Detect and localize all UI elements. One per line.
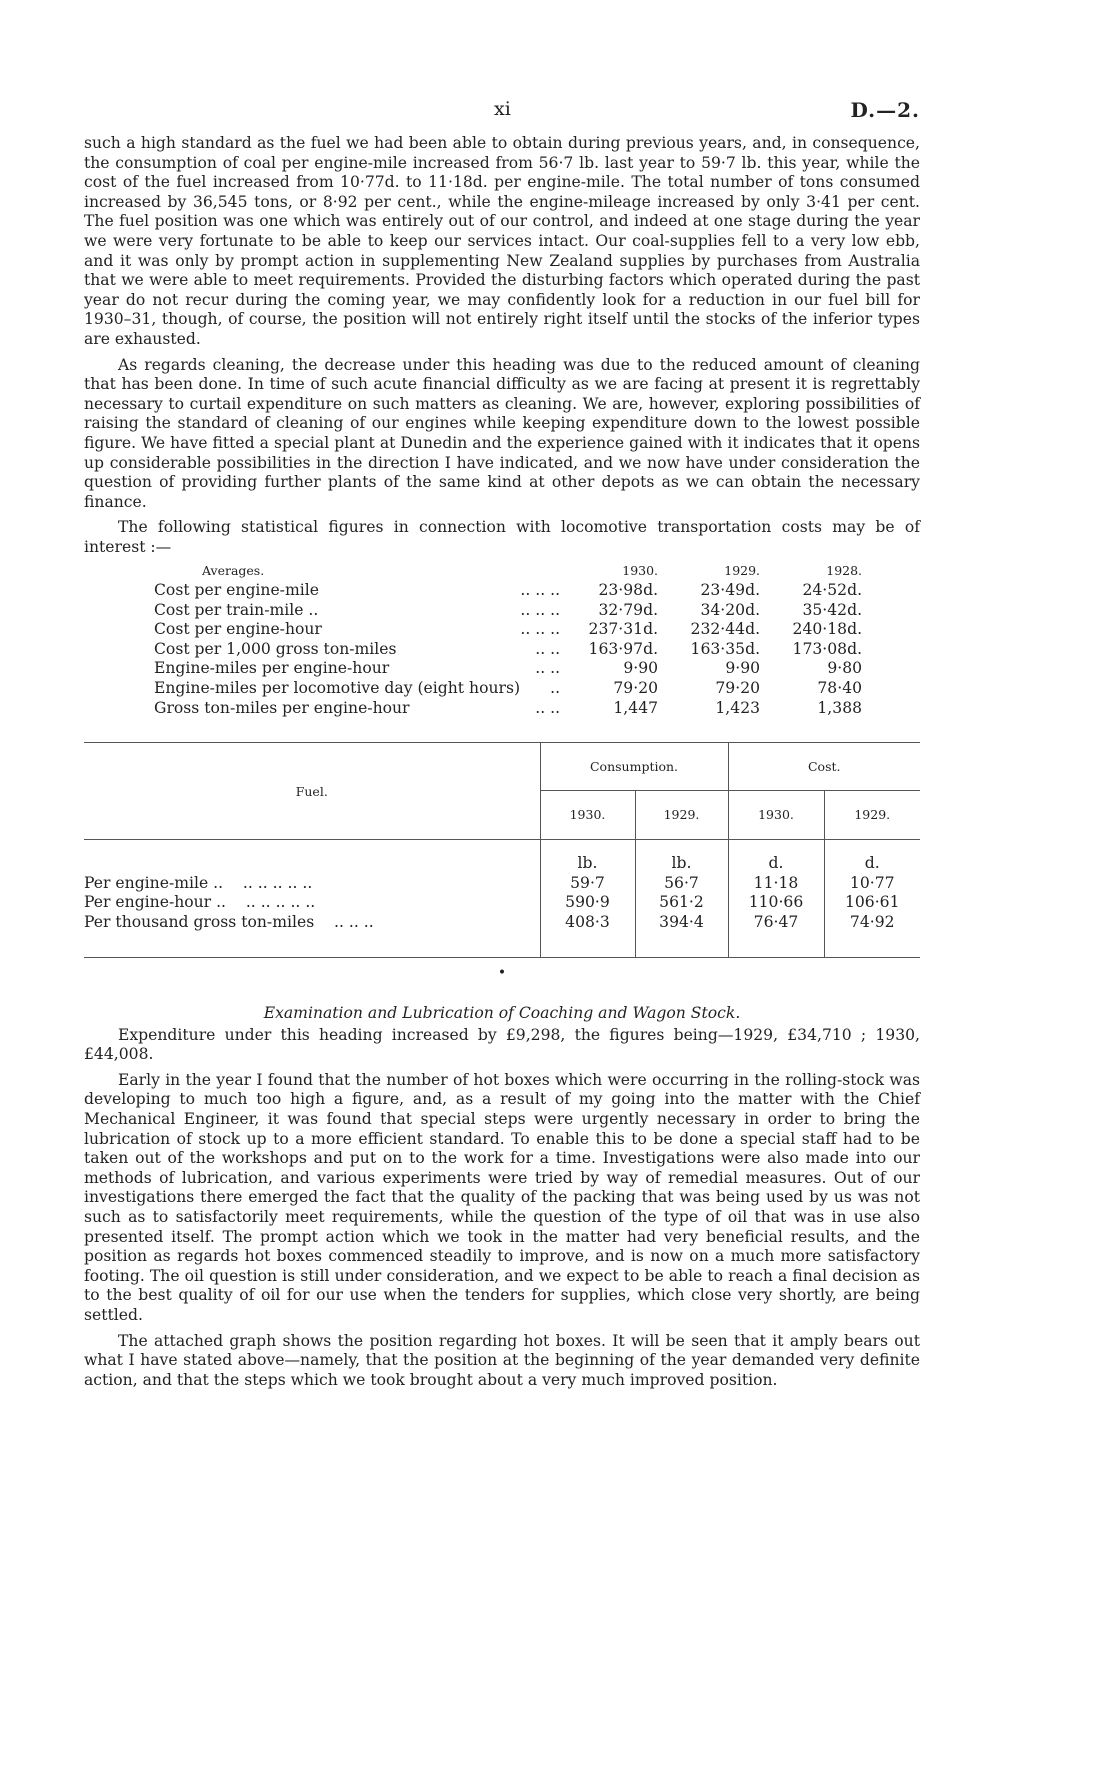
leader-dots: .. .. bbox=[535, 639, 561, 658]
consumption-year-1930: 1930. bbox=[540, 790, 635, 840]
fuel-unit-row bbox=[84, 840, 920, 874]
averages-row-label: Gross ton-miles per engine-hour bbox=[154, 698, 410, 717]
fuel-row-name: Per engine-hour .. bbox=[84, 893, 227, 912]
value-1930: 1,447 bbox=[613, 698, 659, 717]
averages-row-label: Cost per engine-mile bbox=[154, 581, 319, 600]
averages-row-label: Engine-miles per locomotive day (eight hours) bbox=[154, 679, 521, 698]
value-1929: 163·35d. bbox=[690, 639, 761, 658]
averages-row bbox=[154, 620, 866, 640]
fuel-row-name: Per engine-mile .. bbox=[84, 873, 224, 892]
leader-dots: .. .. .. .. .. bbox=[242, 873, 313, 892]
cost-1930: 11·18 bbox=[728, 874, 824, 894]
unit-lb-1929: lb. bbox=[635, 840, 728, 874]
leader-dots: .. .. bbox=[535, 659, 561, 678]
consumption-1929: 561·2 bbox=[635, 893, 728, 913]
averages-row bbox=[154, 679, 866, 699]
document-page bbox=[84, 98, 920, 1390]
averages-header-row bbox=[154, 561, 866, 581]
cost-1930: 110·66 bbox=[728, 893, 824, 913]
averages-row bbox=[154, 699, 866, 719]
leader-dots: .. .. .. .. .. bbox=[245, 893, 316, 912]
value-1930: 237·31d. bbox=[588, 620, 659, 639]
leader-dots: .. .. bbox=[535, 698, 561, 717]
consumption-1930: 59·7 bbox=[540, 874, 635, 894]
value-1929: 1,423 bbox=[715, 698, 761, 717]
value-1930: 23·98d. bbox=[598, 581, 659, 600]
unit-d-1930: d. bbox=[728, 840, 824, 874]
averages-row bbox=[154, 601, 866, 621]
unit-d-1929: d. bbox=[824, 840, 920, 874]
averages-row-label: Cost per train-mile .. bbox=[154, 600, 319, 619]
consumption-column-header: Consumption. bbox=[540, 743, 728, 790]
paragraph-cleaning: As regards cleaning, the decrease under this heading was due to the reduced amount of cleaning that has been done. In time of such acute financial difficulty as we are facing at present it is regrettably necessary to curtail expenditure on such matters as cleaning. We are, however, exploring possibilities of raising the standard of cleaning of our engines while keeping expenditure down to the lowest possible figure. We have fitted a special plant at Dunedin and the experience gained with it indicates that it opens up considerable possibilities in the direction I have indicated, and we now have under consideration the question of providing further plants of the same kind at other depots as we can obtain the necessary finance. bbox=[84, 355, 920, 511]
value-1928: 24·52d. bbox=[802, 581, 863, 600]
value-1928: 9·80 bbox=[827, 659, 863, 678]
year-header-1930: 1930. bbox=[622, 563, 659, 579]
fuel-row bbox=[84, 913, 920, 957]
unit-lb-1930: lb. bbox=[540, 840, 635, 874]
leader-dots: .. .. .. bbox=[520, 581, 561, 600]
cost-column-header: Cost. bbox=[728, 743, 920, 790]
cost-year-1930: 1930. bbox=[728, 790, 824, 840]
leader-dots: .. .. .. bbox=[334, 913, 374, 931]
decorative-dot: • bbox=[497, 964, 507, 981]
consumption-year-1929: 1929. bbox=[635, 790, 728, 840]
value-1928: 240·18d. bbox=[792, 620, 863, 639]
paragraph-hot-boxes: Early in the year I found that the number of hot boxes which were occurring in the rolling-stock was developing to much too high a figure, and, as a result of my going into the matter with the Chief Mechanical Engineer, it was found that special steps were urgently necessary in order to bring the lubrication of stock up to a more efficient standard. To enable this to be done a special staff had to be taken out of the workshops and put on to the work for a time. Investigations were also made into our methods of lubrication, and various experiments were tried by way of remedial measures. Out of our investigations there emerged the fact that the quality of the packing that was being used by us was not such as to satisfactorily meet requirements, while the question of the type of oil that was in use also presented itself. The prompt action which we took in the matter had very beneficial results, and the position as regards hot boxes commenced steadily to improve, and is now on a much more satisfactory footing. The oil question is still under consideration, and we expect to be able to reach a final decision as to the best quality of oil for our use when the tenders for supplies, which close very shortly, are being settled. bbox=[84, 1070, 920, 1324]
fuel-row-label bbox=[84, 913, 540, 957]
year-header-1928: 1928. bbox=[826, 563, 863, 579]
fuel-row bbox=[84, 893, 920, 913]
fuel-column-header: Fuel. bbox=[84, 743, 540, 840]
page-number: xi bbox=[494, 98, 511, 120]
value-1929: 34·20d. bbox=[700, 600, 761, 619]
year-header-1929: 1929. bbox=[724, 563, 761, 579]
cost-1929: 10·77 bbox=[824, 874, 920, 894]
averages-row bbox=[154, 581, 866, 601]
averages-row-label: Engine-miles per engine-hour bbox=[154, 659, 390, 678]
consumption-1930: 590·9 bbox=[540, 893, 635, 913]
document-reference: D.—2. bbox=[850, 98, 920, 122]
value-1928: 1,388 bbox=[817, 698, 863, 717]
paragraph-graph-reference: The attached graph shows the position regarding hot boxes. It will be seen that it amply bears out what I have stated above—namely, that the position at the beginning of the year demanded very definite action, and that the steps which we took brought about a very much improved position. bbox=[84, 1331, 920, 1389]
fuel-header-row bbox=[84, 743, 920, 790]
averages-row-label: Cost per engine-hour bbox=[154, 620, 322, 639]
page-header bbox=[84, 98, 920, 134]
averages-row bbox=[154, 640, 866, 660]
section-heading: Examination and Lubrication of Coaching and Wagon Stock. bbox=[263, 1003, 741, 1022]
paragraph-statistics-intro: The following statistical figures in connection with locomotive transportation costs may be of interest :— bbox=[84, 518, 920, 556]
leader-dots: .. .. .. bbox=[520, 620, 561, 639]
value-1930: 9·90 bbox=[623, 659, 659, 678]
value-1929: 23·49d. bbox=[700, 581, 761, 600]
leader-dots: .. bbox=[550, 679, 561, 698]
cost-1929: 74·92 bbox=[824, 913, 920, 957]
consumption-1929: 56·7 bbox=[635, 874, 728, 894]
averages-row bbox=[154, 659, 866, 679]
fuel-row-name: Per thousand gross ton-miles bbox=[84, 913, 315, 931]
value-1929: 9·90 bbox=[725, 659, 761, 678]
averages-table bbox=[154, 561, 866, 718]
fuel-row-label bbox=[84, 893, 540, 913]
cost-1929: 106·61 bbox=[824, 893, 920, 913]
cost-1930: 76·47 bbox=[728, 913, 824, 957]
fuel-row bbox=[84, 874, 920, 894]
fuel-table bbox=[84, 742, 920, 957]
cost-year-1929: 1929. bbox=[824, 790, 920, 840]
value-1928: 35·42d. bbox=[802, 600, 863, 619]
value-1930: 79·20 bbox=[613, 679, 659, 698]
averages-row-label: Cost per 1,000 gross ton-miles bbox=[154, 639, 397, 658]
value-1929: 79·20 bbox=[715, 679, 761, 698]
value-1928: 78·40 bbox=[817, 679, 863, 698]
paragraph-fuel-position: such a high standard as the fuel we had been able to obtain during previous years, and, in consequence, the consumption of coal per engine-mile increased from 56·7 lb. last year to 59·7 lb. this year, while the cost of the fuel increased from 10·77d. to 11·18d. per engine-mile. The total number of tons consumed increased by 36,545 tons, or 8·92 per cent., while the engine-mileage increased by only 3·41 per cent. The fuel position was one which was entirely out of our control, and indeed at one stage during the year we were very fortunate to be able to keep our services intact. Our coal-supplies fell to a very low ebb, and it was only by prompt action in supplementing New Zealand supplies by purchases from Australia that we were able to meet requirements. Provided the disturbing factors which operated during the past year do not recur during the coming year, we may confidently look for a reduction in our fuel bill for 1930–31, though, of course, the position will not entirely right itself until the stocks of the inferior types are exhausted. bbox=[84, 134, 920, 348]
fuel-row-label bbox=[84, 874, 540, 894]
leader-dots: .. .. .. bbox=[520, 600, 561, 619]
value-1929: 232·44d. bbox=[690, 620, 761, 639]
consumption-1930: 408·3 bbox=[540, 913, 635, 957]
averages-label-header: Averages. bbox=[202, 563, 265, 579]
value-1930: 163·97d. bbox=[588, 639, 659, 658]
value-1928: 173·08d. bbox=[792, 639, 863, 658]
paragraph-expenditure: Expenditure under this heading increased by £9,298, the figures being—1929, £34,710 ; 1930, £44,008. bbox=[84, 1025, 920, 1064]
value-1930: 32·79d. bbox=[598, 600, 659, 619]
consumption-1929: 394·4 bbox=[635, 913, 728, 957]
